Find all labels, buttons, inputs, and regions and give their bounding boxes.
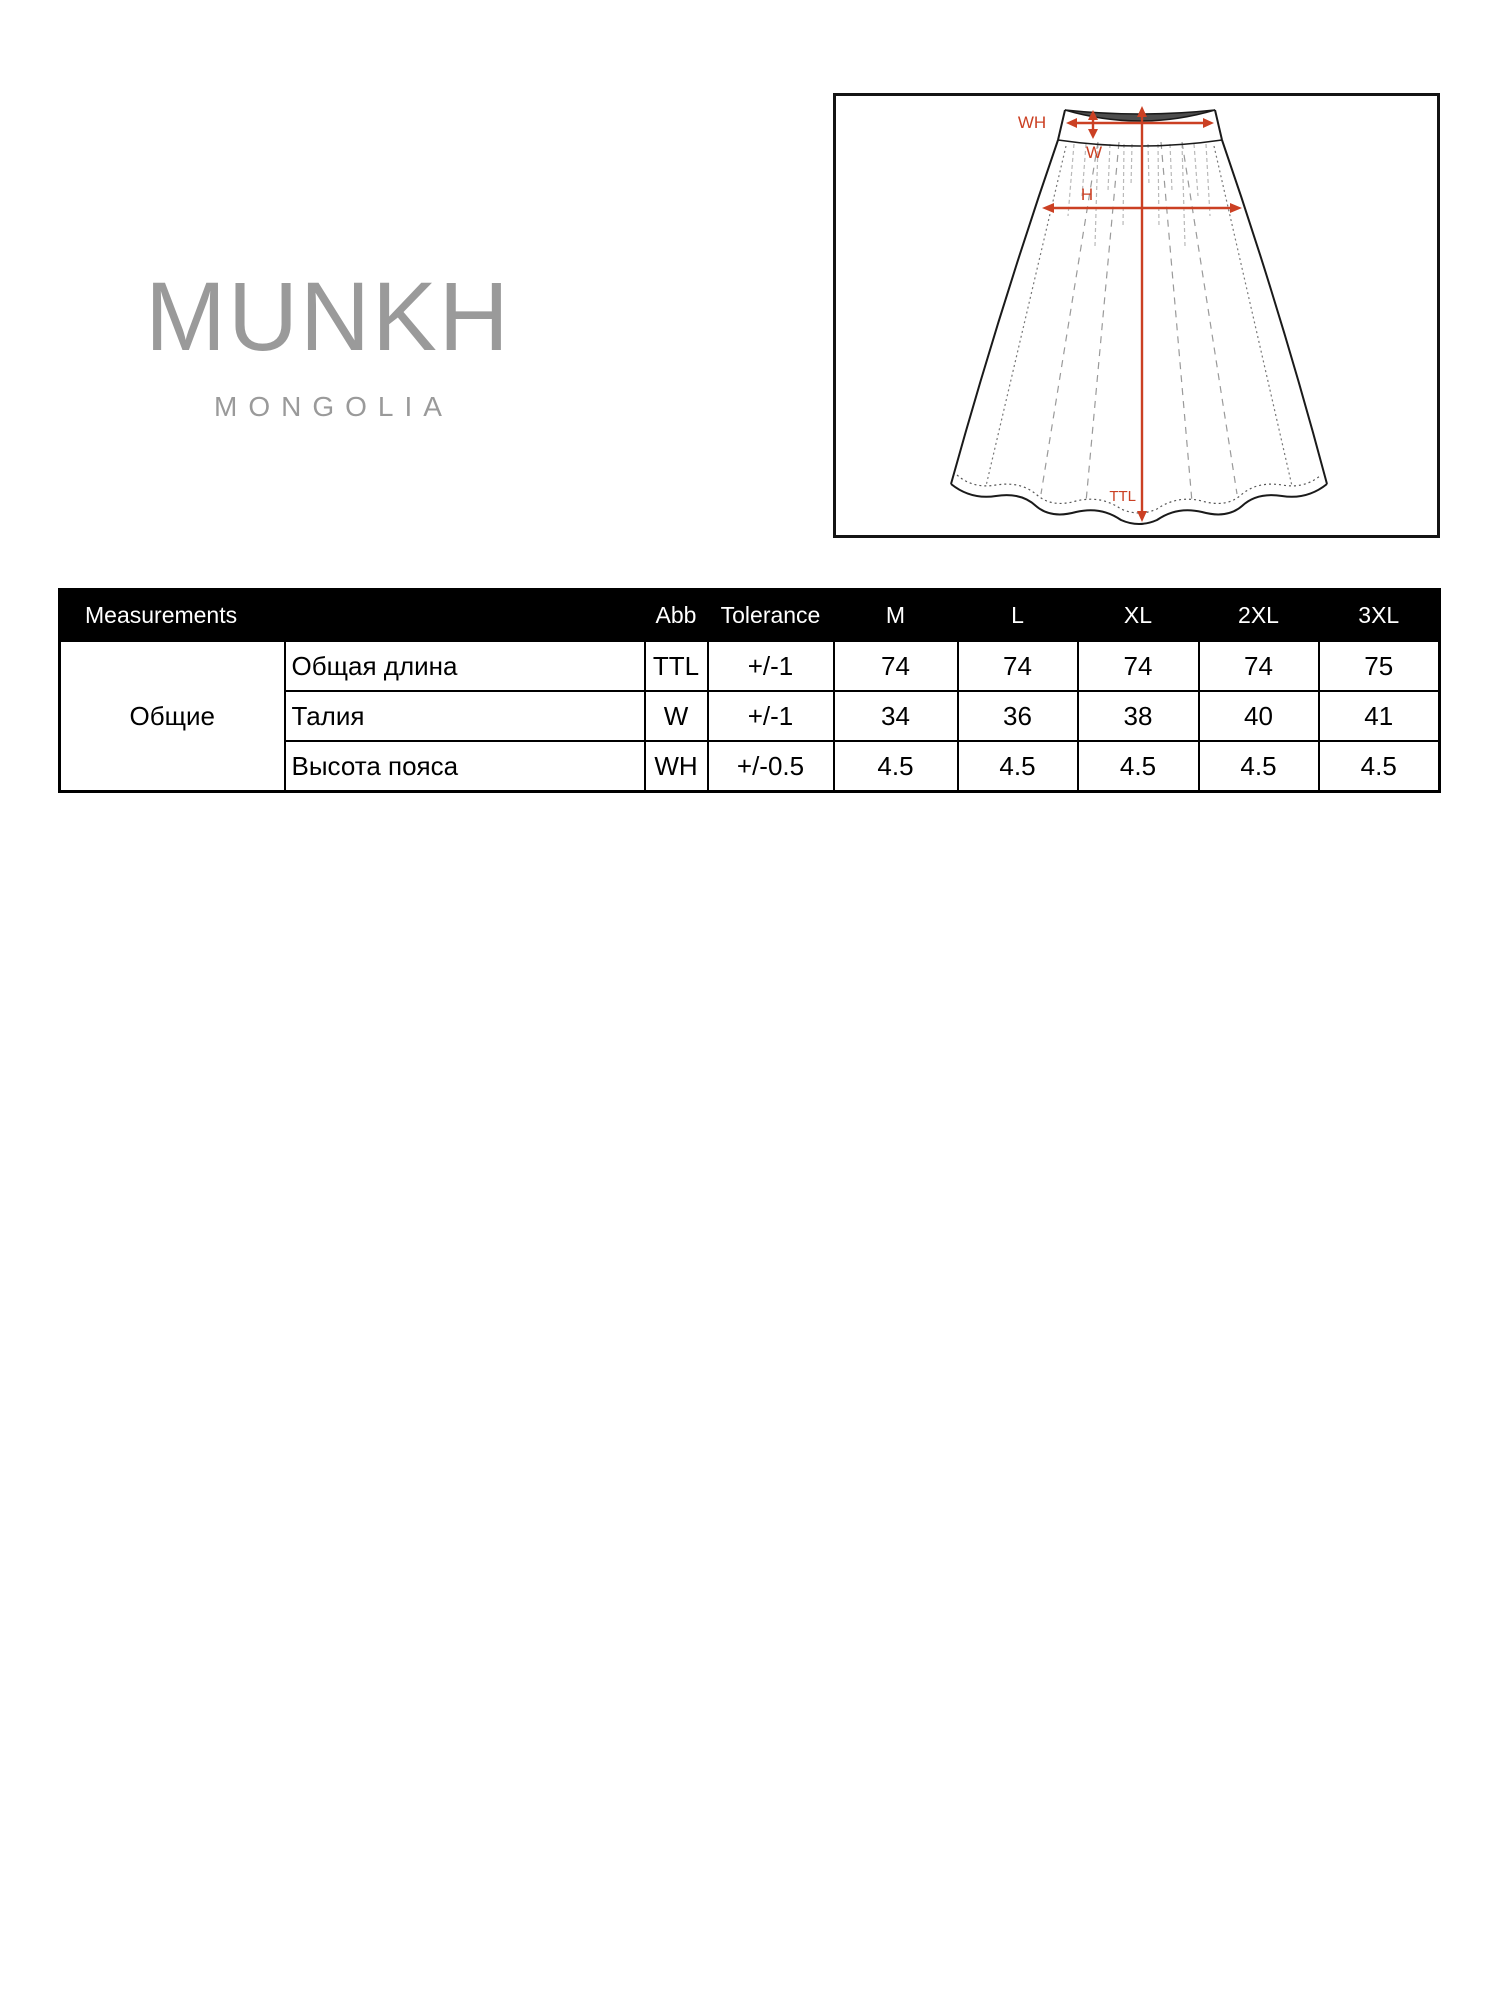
measurement-labels [1018,113,1136,505]
side-seam-dotted-lines [986,146,1292,486]
value-cell: 75 [1319,641,1440,691]
measurement-name: Талия [285,691,645,741]
label-waist-width: WH [1017,113,1047,132]
skirt-outline [951,110,1327,524]
value-cell: 34 [834,691,958,741]
header-abb: Abb [645,590,708,642]
value-cell: 4.5 [1078,741,1199,792]
label-waistband-height: W [1085,143,1103,162]
skirt-technical-drawing [836,96,1437,535]
label-hip-width: H [1080,185,1094,204]
value-cell: 40 [1199,691,1319,741]
header-size-3xl: 3XL [1319,590,1440,642]
value-cell: 4.5 [1319,741,1440,792]
header-size-2xl: 2XL [1199,590,1319,642]
measurements-table [58,588,1441,793]
tolerance-cell: +/-1 [708,641,834,691]
table-row [60,641,1440,691]
header-size-m: M [834,590,958,642]
value-cell: 36 [958,691,1078,741]
brand-name: MUNKH [145,262,511,371]
value-cell: 4.5 [1199,741,1319,792]
value-cell: 74 [1078,641,1199,691]
value-cell: 74 [958,641,1078,691]
panel-seam-lines [1041,142,1237,502]
value-cell: 74 [1199,641,1319,691]
label-total-length: TTL [1109,488,1136,505]
header-tolerance: Tolerance [708,590,834,642]
tolerance-cell: +/-1 [708,691,834,741]
header-size-xl: XL [1078,590,1199,642]
measurement-name: Высота пояса [285,741,645,792]
header-size-l: L [958,590,1078,642]
measurement-name: Общая длина [285,641,645,691]
table-header-row [60,590,1440,642]
header-measurements: Measurements [60,590,645,642]
value-cell: 74 [834,641,958,691]
garment-diagram-box [833,93,1440,538]
tolerance-cell: +/-0.5 [708,741,834,792]
abb-cell: TTL [645,641,708,691]
abb-cell: WH [645,741,708,792]
value-cell: 41 [1319,691,1440,741]
brand-subtitle: MONGOLIA [214,391,453,422]
value-cell: 4.5 [834,741,958,792]
group-cell: Общие [60,641,285,792]
value-cell: 38 [1078,691,1199,741]
abb-cell: W [645,691,708,741]
hem-stitch-line [957,475,1321,513]
brand-logo [128,262,528,423]
value-cell: 4.5 [958,741,1078,792]
